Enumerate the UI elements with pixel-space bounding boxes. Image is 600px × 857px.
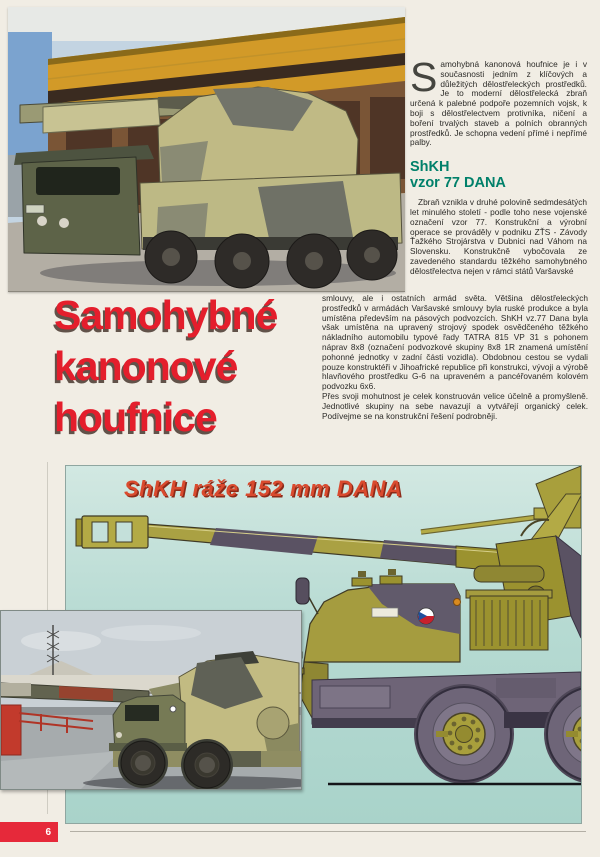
grille-box bbox=[466, 590, 552, 650]
page-number-badge bbox=[0, 822, 58, 842]
roof-hatch bbox=[380, 576, 402, 584]
drop-cap: S bbox=[410, 54, 438, 100]
article-title-line1: Samohybné bbox=[54, 292, 278, 338]
history-paragraph-narrow: Zbraň vznikla v druhé polovině sedmdesátých let minulého století - podle toho nese vojenské označení vzor 77. Konstrukční a výrobní operace se prováděly v podniku ZŤS - Závody Ťažkého Strojárstva v Dubnici nad Váhom na Slovensku. Konstrukčně vybočovala ze zavedeného standardu těžkého samohybného dělostřelectva nejen v rámci států Varšavské bbox=[410, 197, 587, 276]
cab-window bbox=[36, 167, 120, 195]
intro-text: amohybná kanonová houfnice je i v současnosti jedním z klíčových a důležitých dělostřeleckých prostředků. Je to moderní dělostřelecká zbraň určená k palebné podpoře pozemních vojsk, k boji s dělostřelectvem protivníka, ničení a boření trvalých staveb a polních obranných prostředků. Je schopna vedení přímé i nepřímé palby. bbox=[410, 59, 587, 148]
recoil-cylinder bbox=[474, 566, 544, 582]
figure-caption: ShKH ráže 152 mm DANA bbox=[124, 476, 403, 501]
amber-light bbox=[454, 599, 461, 606]
photo-dana-side-view-art bbox=[1, 611, 301, 789]
windshield bbox=[125, 705, 159, 721]
front-wheel bbox=[414, 684, 514, 784]
czech-roundel-small bbox=[170, 706, 176, 712]
footer-rule bbox=[70, 831, 586, 832]
intro-paragraph bbox=[410, 54, 587, 148]
name-plate bbox=[372, 608, 398, 617]
gun-barrel bbox=[146, 524, 521, 573]
intro-column bbox=[410, 54, 587, 277]
headlight bbox=[59, 218, 69, 228]
section-heading: ShKH vzor 77 DANA bbox=[410, 159, 506, 192]
page-number: 6 bbox=[45, 826, 51, 838]
headlight bbox=[116, 732, 122, 738]
headlight bbox=[37, 216, 47, 226]
mirror bbox=[296, 578, 309, 604]
muzzle-brake bbox=[76, 516, 148, 548]
article-title-line2: kanonové bbox=[54, 343, 238, 389]
body-text-wide bbox=[322, 294, 588, 421]
license-plate bbox=[26, 205, 44, 213]
roof-hatch bbox=[352, 578, 372, 586]
article-title-line3: houfnice bbox=[54, 394, 217, 440]
photo-dana-factory-yard bbox=[8, 7, 405, 292]
closing-paragraph: Přes svoji mohutnost je celek konstruován velice účelně a promyšleně. Jednotlivé skupiny na sebe navazují a vytvářejí organický celek. Podívejme se na konstrukční řešení podrobněji. bbox=[322, 390, 588, 421]
czech-roundel bbox=[418, 608, 434, 624]
side-hatch bbox=[257, 707, 289, 739]
history-paragraph-wide: smlouvy, ale i ostatních armád světa. Většina dělostřeleckých prostředků v armádách Varšavské smlouvy byla ruské produkce a byla umístěna především na pásových podvozcích. ShKH vz.77 Dana byla však umístěna na upravený strojový spodek osvědčeného těžkého nákladního automobilu typové řady TATRA 815 VP 31 s pohonem náprav 8x8 (označení podvozkové skupiny 8x8 1R znamená umístění pohonné jednotky v zadní části vozidla). Obdobnou cestou se vydali pouze konstruktéři v Jihoafrické republice při konstrukci, vývoji a výrobě hlavňového prostředku G-6 na upraveném a pancéřovaném kolovém podvozku 6x6. bbox=[322, 293, 588, 392]
blue-sky bbox=[8, 32, 52, 172]
article-title bbox=[54, 290, 329, 443]
photo-dana-factory-yard-art bbox=[8, 7, 405, 291]
photo-dana-side-view bbox=[0, 610, 302, 790]
